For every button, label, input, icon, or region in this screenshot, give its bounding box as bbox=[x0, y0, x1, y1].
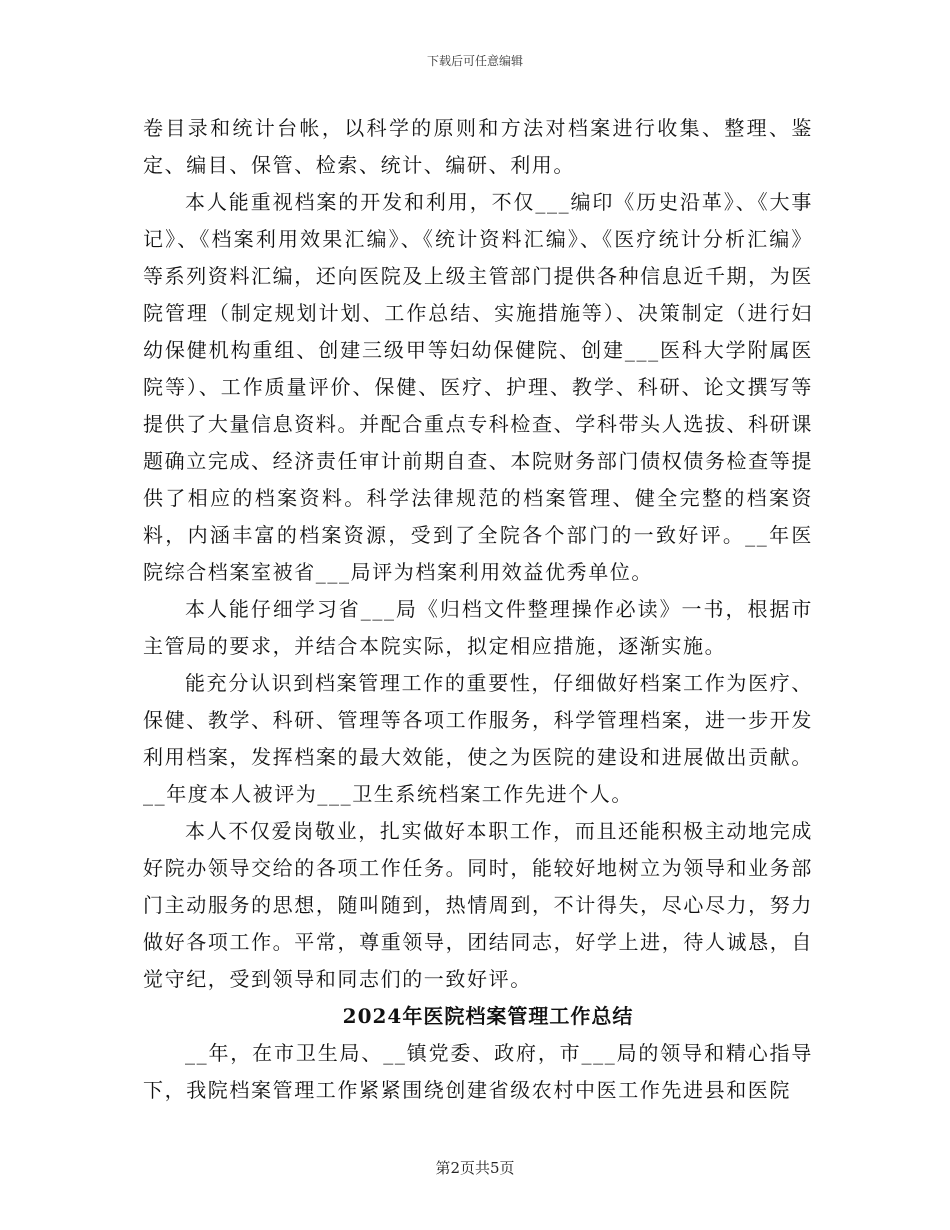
document-body bbox=[143, 110, 813, 1109]
paragraph-continued: 卷目录和统计台帐，以科学的原则和方法对档案进行收集、整理、鉴定、编目、保管、检索、统计、编研、利用。 bbox=[143, 116, 813, 177]
paragraph-importance: 能充分认识到档案管理工作的重要性，仔细做好档案工作为医疗、保健、教学、科研、管理等各项工作服务，科学管理档案，进一步开发利用档案，发挥档案的最大效能，使之为医院的建设和进展做出贡献。__年度本人被评为___卫生系统档案工作先进个人。 bbox=[143, 671, 813, 806]
paragraph-dedication: 本人不仅爱岗敬业，扎实做好本职工作，而且还能积极主动地完成好院办领导交给的各项工作任务。同时，能较好地树立为领导和业务部门主动服务的思想，随叫随到，热情周到，不计得失，尽心尽力，努力做好各项工作。平常，尊重领导，团结同志，好学上进，待人诚恳，自觉守纪，受到领导和同志们的一致好评。 bbox=[143, 819, 813, 991]
section-title: 2024年医院档案管理工作总结 bbox=[342, 1004, 634, 1028]
paragraph-archive-development: 本人能重视档案的开发和利用，不仅___编印《历史沿革》、《大事记》、《档案利用效果汇编》、《统计资料汇编》、《医疗统计分析汇编》等系列资料汇编，还向医院及上级主管部门提供各种信息近千期，为医院管理（制定规划计划、工作总结、实施措施等）、决策制定（进行妇幼保健机构重组、创建三级甲等妇幼保健院、创建___医科大学附属医院等）、工作质量评价、保健、医疗、护理、教学、科研、论文撰写等提供了大量信息资料。并配合重点专科检查、学科带头人选拔、科研课题确立完成、经济责任审计前期自查、本院财务部门债权债务检查等提供了相应的档案资料。科学法律规范的档案管理、健全完整的档案资料，内涵丰富的档案资源，受到了全院各个部门的一致好评。__年医院综合档案室被省___局评为档案利用效益优秀单位。 bbox=[143, 190, 813, 584]
paragraph-filing-study: 本人能仔细学习省___局《归档文件整理操作必读》一书，根据市主管局的要求，并结合本院实际，拟定相应措施，逐渐实施。 bbox=[143, 597, 813, 658]
page-number: 第2页共5页 bbox=[435, 1159, 515, 1177]
page-header-note: 下载后可任意编辑 bbox=[426, 54, 523, 68]
paragraph-section-intro: __年，在市卫生局、__镇党委、政府，市___局的领导和精心指导下，我院档案管理工作紧紧围绕创建省级农村中医工作先进县和医院 bbox=[143, 1041, 813, 1102]
